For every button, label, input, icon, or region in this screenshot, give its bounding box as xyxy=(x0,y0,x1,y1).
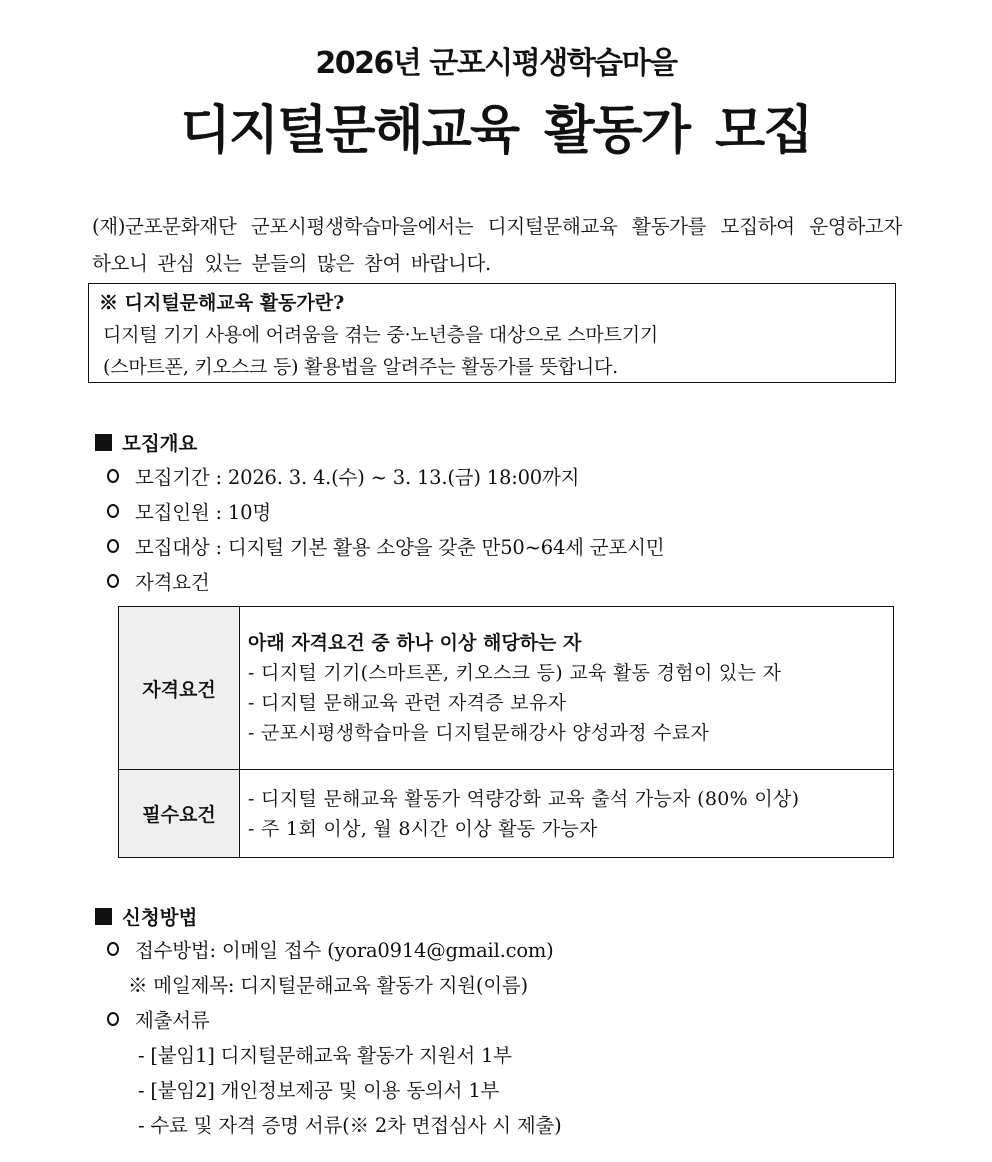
section-heading-label: 모집개요 xyxy=(122,432,198,455)
circle-bullet-icon xyxy=(107,469,119,483)
document-item: - 수료 및 자격 증명 서류(※ 2차 면접심사 시 제출) xyxy=(138,1114,562,1137)
intro-paragraph: (재)군포문화재단 군포시평생학습마을에서는 디지털문해교육 활동가를 모집하여 운영하고자 하오니 관심 있는 분들의 많은 참여 바랍니다. xyxy=(92,215,902,275)
row-line: - 주 1회 이상, 월 8시간 이상 활동 가능자 xyxy=(248,817,598,840)
circle-bullet-icon xyxy=(107,574,119,588)
documents-label: 제출서류 xyxy=(135,1009,210,1032)
document-title: 디지털문해교육 활동가 모집 xyxy=(180,101,812,161)
overview-item-text: 모집대상 : 디지털 기본 활용 소양을 갖춘 만50~64세 군포시민 xyxy=(135,536,665,559)
definition-line: (스마트폰, 키오스크 등) 활용법을 알려주는 활동가를 뜻합니다. xyxy=(103,356,618,378)
square-bullet-icon xyxy=(95,908,112,925)
definition-line: 디지털 기기 사용에 어려움을 겪는 중·노년층을 대상으로 스마트기기 xyxy=(103,324,659,346)
row-label: 자격요건 xyxy=(119,607,240,770)
application-method-text: 접수방법: 이메일 접수 (yora0914@gmail.com) xyxy=(135,939,554,962)
square-bullet-icon xyxy=(95,434,112,451)
overview-item-count xyxy=(107,497,271,525)
document-item: - [붙임1] 디지털문해교육 활동가 지원서 1부 xyxy=(138,1044,512,1067)
section-heading-application xyxy=(95,902,197,930)
circle-bullet-icon xyxy=(107,1012,119,1026)
circle-bullet-icon xyxy=(107,942,119,956)
circle-bullet-icon xyxy=(107,539,119,553)
row-content xyxy=(240,607,894,770)
document-item: - [붙임2] 개인정보제공 및 이용 동의서 1부 xyxy=(138,1079,500,1102)
row-content xyxy=(240,770,894,858)
section-heading-label: 신청방법 xyxy=(122,906,198,929)
section-heading-overview xyxy=(95,428,197,456)
row-line: - 디지털 문해교육 관련 자격증 보유자 xyxy=(248,692,567,714)
requirements-table xyxy=(118,606,894,858)
row-line: - 디지털 기기(스마트폰, 키오스크 등) 교육 활동 경험이 있는 자 xyxy=(248,662,782,684)
row-label: 필수요건 xyxy=(119,770,240,858)
definition-box xyxy=(88,283,896,383)
overview-item-qualifications xyxy=(107,567,210,595)
table-row-qualifications xyxy=(119,607,894,770)
application-documents xyxy=(107,1005,210,1033)
overview-item-text: 모집기간 : 2026. 3. 4.(수) ~ 3. 13.(금) 18:00까지 xyxy=(135,466,580,489)
overview-item-period xyxy=(107,462,579,490)
application-method xyxy=(107,935,554,963)
document-subtitle: 2026년 군포시평생학습마을 xyxy=(315,46,677,81)
table-row-mandatory xyxy=(119,770,894,858)
overview-item-text: 자격요건 xyxy=(135,571,210,594)
mail-subject-note: ※ 메일제목: 디지털문해교육 활동가 지원(이름) xyxy=(128,974,528,997)
row-line: - 군포시평생학습마을 디지털문해강사 양성과정 수료자 xyxy=(248,722,710,744)
overview-item-text: 모집인원 : 10명 xyxy=(135,501,271,524)
definition-title: ※ 디지털문해교육 활동가란? xyxy=(99,292,345,314)
circle-bullet-icon xyxy=(107,504,119,518)
row-heading: 아래 자격요건 중 하나 이상 해당하는 자 xyxy=(248,632,582,654)
overview-item-target xyxy=(107,532,664,560)
row-line: - 디지털 문해교육 활동가 역량강화 교육 출석 가능자 (80% 이상) xyxy=(248,787,800,810)
